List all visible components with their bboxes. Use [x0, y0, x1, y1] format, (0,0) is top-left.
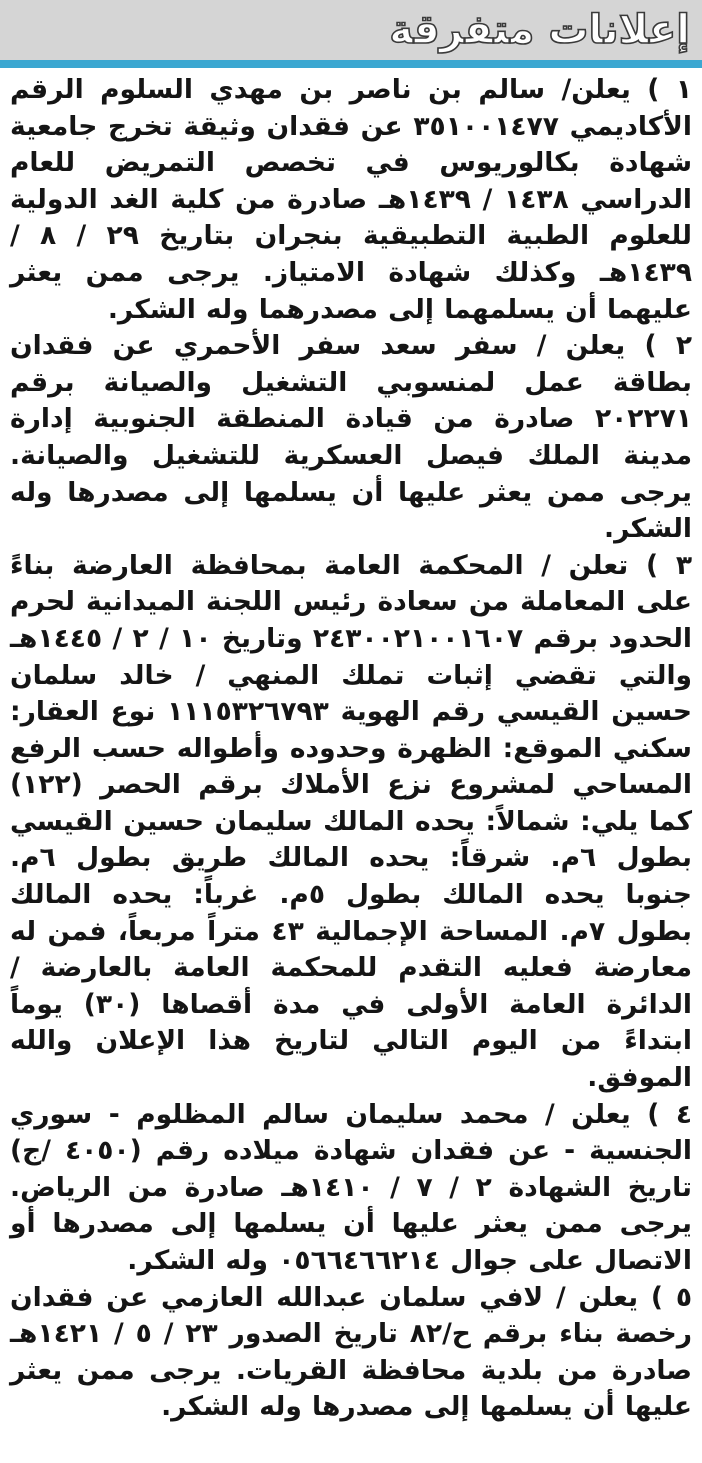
classified-ad-3: ٣ ) تعلن / المحكمة العامة بمحافظة العارضة بناءً على المعاملة من سعادة رئيس اللجنة الميدانية لحرم الحدود برقم ٢٤٣٠٠٢١٠٠١٦٠٧ وتاريخ ١٠ / ٢ / ١٤٤٥هـ والتي تقضي إثبات تملك المنهي / خالد سلمان حسين القيسي رقم الهوية ١١١٥٣٢٦٧٩٣ نوع العقار: سكني الموقع: الظهرة وحدوده وأطواله حسب الرفع المساحي لمشروع نزع الأملاك برقم الحصر (١٢٢) كما يلي: شمالاً: يحده المالك سليمان حسين القيسي بطول ٦م. شرقاً: يحده المالك طريق بطول ٦م. جنوبا يحده المالك بطول ٥م. غرباً: يحده المالك بطول ٧م. المساحة الإجمالية ٤٣ متراً مربعاً، فمن له معارضة فعليه التقدم للمحكمة العامة بالعارضة / الدائرة العامة الأولى في مدة أقصاها (٣٠) يوماً ابتداءً من اليوم التالي لتاريخ هذا الإعلان والله الموفق. — [10, 549, 692, 1094]
header-divider-stripe — [0, 60, 702, 68]
classified-ad-2: ٢ ) يعلن / سفر سعد سفر الأحمري عن فقدان بطاقة عمل لمنسوبي التشغيل والصيانة برقم ٢٠٢٢٧١ صادرة من قيادة المنطقة الجنوبية إدارة مدينة الملك فيصل العسكرية للتشغيل والصيانة. يرجى ممن يعثر عليها أن يسلمها إلى مصدرها وله الشكر. — [10, 330, 692, 545]
classified-ad-1: ١ ) يعلن/ سالم بن ناصر بن مهدي السلوم الرقم الأكاديمي ٣٥١٠٠١٤٧٧ عن فقدان وثيقة تخرج جامعية شهادة بكالوريوس في تخصص التمريض للعام الدراسي ١٤٣٨ / ١٤٣٩هـ صادرة من كلية الغد الدولية للعلوم الطبية التطبيقية بنجران بتاريخ ٢٩ / ٨ / ١٤٣٩هـ وكذلك شهادة الامتياز. يرجى ممن يعثر عليهما أن يسلمهما إلى مصدرهما وله الشكر. — [10, 74, 693, 325]
classified-ads-list — [0, 68, 702, 1426]
section-header — [0, 0, 702, 60]
section-title: إعلانات متفرقة — [389, 7, 690, 53]
classified-ad-5: ٥ ) يعلن / لافي سلمان عبدالله العازمي عن فقدان رخصة بناء برقم ح/٨٢ تاريخ الصدور ٢٣ / ٥ / ١٤٢١هـ صادرة من بلدية محافظة القريات. يرجى ممن يعثر عليها أن يسلمها إلى مصدرها وله الشكر. — [10, 1281, 692, 1423]
classified-ad-4: ٤ ) يعلن / محمد سليمان سالم المظلوم - سوري الجنسية - عن فقدان شهادة ميلاده رقم (٤٠٥٠ /ج) تاريخ الشهادة ٢ / ٧ / ١٤١٠هـ صادرة من الرياض. يرجى ممن يعثر عليها أن يسلمها إلى مصدرها أو الاتصال على جوال ٠٥٦٦٤٦٦٢١٤ وله الشكر. — [10, 1098, 692, 1276]
